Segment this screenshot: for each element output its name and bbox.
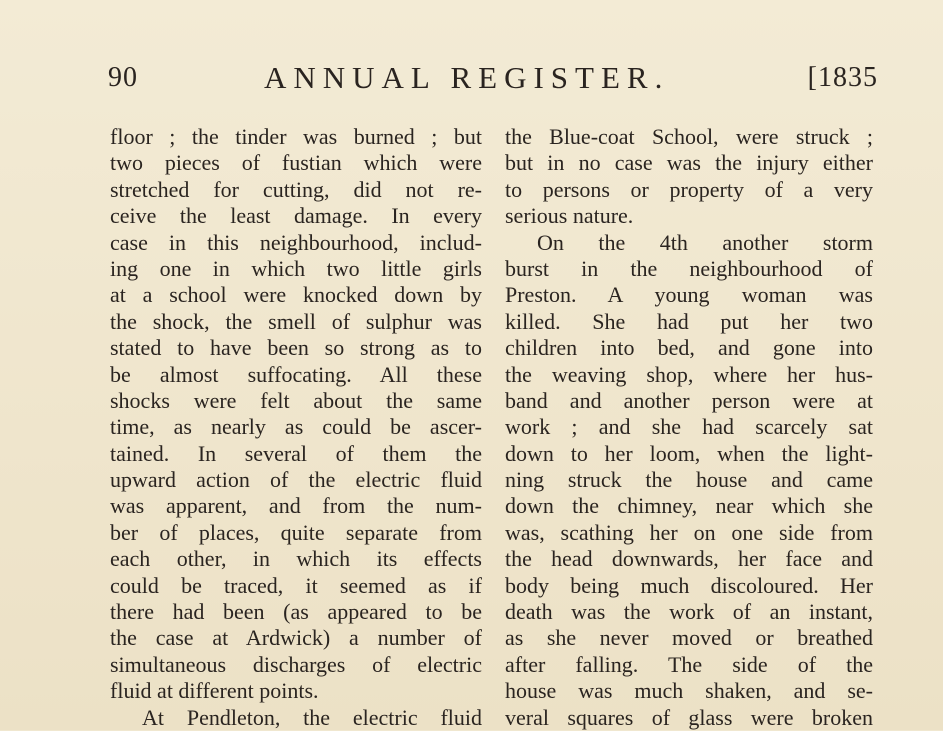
text-line: shocks were felt about the same xyxy=(110,387,482,413)
text-line: Preston. A young woman was xyxy=(505,282,873,308)
text-line: stretched for cutting, did not re- xyxy=(110,176,482,202)
text-line: the weaving shop, where her hus- xyxy=(505,361,873,387)
text-line: the head downwards, her face and xyxy=(505,546,873,572)
text-line: down to her loom, when the light- xyxy=(505,440,873,466)
running-title: ANNUAL REGISTER. xyxy=(264,60,670,95)
text-line: On the 4th another storm xyxy=(537,229,873,255)
text-line: time, as nearly as could be ascer- xyxy=(110,414,482,440)
text-line: case in this neighbourhood, includ- xyxy=(110,229,482,255)
text-line: as she never moved or breathed xyxy=(505,625,873,651)
text-line: after falling. The side of the xyxy=(505,651,873,677)
text-line: two pieces of fustian which were xyxy=(110,150,482,176)
text-line: was apparent, and from the num- xyxy=(110,493,482,519)
text-line: work ; and she had scarcely sat xyxy=(505,414,873,440)
text-line: serious nature. xyxy=(505,203,634,229)
year-marker: [1835 xyxy=(807,62,878,93)
left-column xyxy=(110,124,482,731)
text-line: the case at Ardwick) a number of xyxy=(110,625,482,651)
text-line: simultaneous discharges of electric xyxy=(110,651,482,677)
text-line: be almost suffocating. All these xyxy=(110,361,482,387)
text-line: each other, in which its effects xyxy=(110,546,482,572)
text-line: children into bed, and gone into xyxy=(505,335,873,361)
text-line: At Pendleton, the electric fluid xyxy=(142,704,482,730)
text-line: tained. In several of them the xyxy=(110,440,482,466)
text-line: there had been (as appeared to be xyxy=(110,599,482,625)
text-line: ceive the least damage. In every xyxy=(110,203,482,229)
text-line: veral squares of glass were broken xyxy=(505,704,873,730)
text-line: upward action of the electric fluid xyxy=(110,467,482,493)
text-line: band and another person were at xyxy=(505,387,873,413)
text-line: was, scathing her on one side from xyxy=(505,519,873,545)
text-line: killed. She had put her two xyxy=(505,308,873,334)
text-line: down the chimney, near which she xyxy=(505,493,873,519)
text-line: at a school were knocked down by xyxy=(110,282,482,308)
text-line: the Blue-coat School, were struck ; xyxy=(505,124,873,149)
right-column xyxy=(505,124,873,731)
text-line: ber of places, quite separate from xyxy=(110,519,482,545)
text-line: house was much shaken, and se- xyxy=(505,678,873,704)
page-header xyxy=(108,58,878,98)
text-line: fluid at different points. xyxy=(110,678,319,704)
text-line: ning struck the house and came xyxy=(505,467,873,493)
text-line: body being much discoloured. Her xyxy=(505,572,873,598)
text-line: could be traced, it seemed as if xyxy=(110,572,482,598)
text-line: death was the work of an instant, xyxy=(505,599,873,625)
page-number: 90 xyxy=(108,62,138,93)
text-line: floor ; the tinder was burned ; but xyxy=(110,124,482,149)
text-line: the shock, the smell of sulphur was xyxy=(110,308,482,334)
text-line: burst in the neighbourhood of xyxy=(505,255,873,281)
text-line: stated to have been so strong as to xyxy=(110,335,482,361)
text-line: but in no case was the injury either xyxy=(505,150,873,176)
text-line: to persons or property of a very xyxy=(505,176,873,202)
text-line: ing one in which two little girls xyxy=(110,255,482,281)
